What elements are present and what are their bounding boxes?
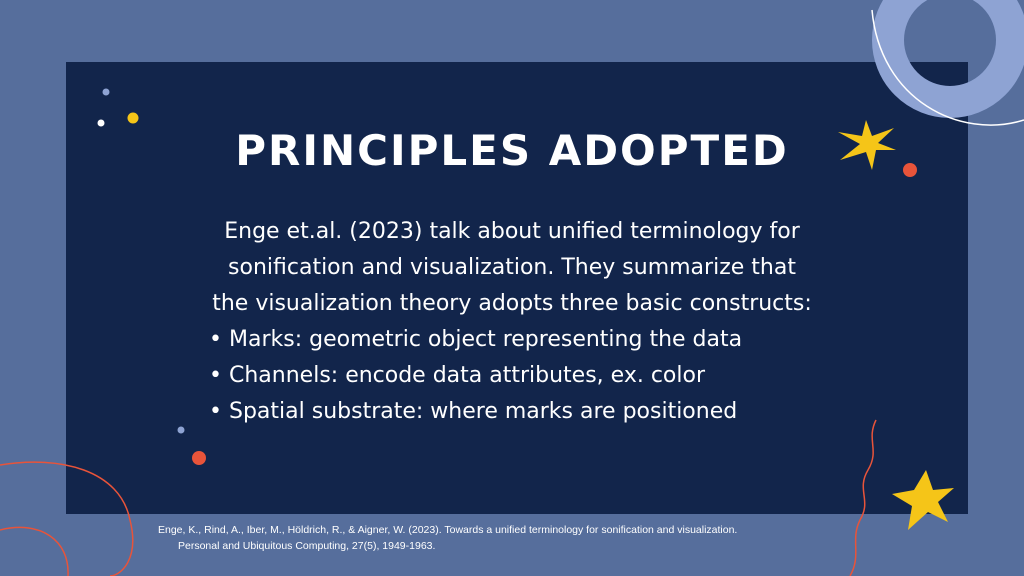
citation — [158, 522, 798, 554]
bullet-icon: • — [209, 399, 222, 424]
dot-shape — [178, 427, 185, 434]
dot-shape — [103, 89, 110, 96]
dot-shape — [128, 113, 139, 124]
ring-shape — [888, 0, 1012, 102]
citation-line: Personal and Ubiquitous Computing, 27(5), 1949-1963. — [178, 540, 436, 552]
squiggle-line — [850, 420, 876, 576]
list-item — [209, 358, 742, 394]
list-item-text: Marks: geometric object representing the data — [229, 327, 743, 352]
list-item-text: Channels: encode data attributes, ex. color — [229, 363, 705, 388]
intro-line: Enge et.al. (2023) talk about unified terminology for — [224, 219, 800, 244]
citation-line: Enge, K., Rind, A., Iber, M., Höldrich, R., & Aigner, W. (2023). Towards a unified terminology for sonification and visualization. — [158, 524, 738, 536]
bullet-icon: • — [209, 363, 222, 388]
list-item — [209, 394, 742, 430]
intro-line: sonification and visualization. They summarize that — [228, 255, 796, 280]
list-item — [209, 322, 742, 358]
slide-title: PRINCIPLES ADOPTED — [235, 126, 789, 175]
bullet-icon: • — [209, 327, 222, 352]
intro-paragraph — [0, 214, 1024, 322]
orange-dot — [192, 451, 206, 465]
intro-line: the visualization theory adopts three basic constructs: — [212, 291, 812, 316]
curved-line-2 — [0, 527, 68, 576]
list-item-text: Spatial substrate: where marks are positioned — [229, 399, 738, 424]
star-icon — [892, 470, 954, 530]
constructs-list — [209, 322, 742, 430]
